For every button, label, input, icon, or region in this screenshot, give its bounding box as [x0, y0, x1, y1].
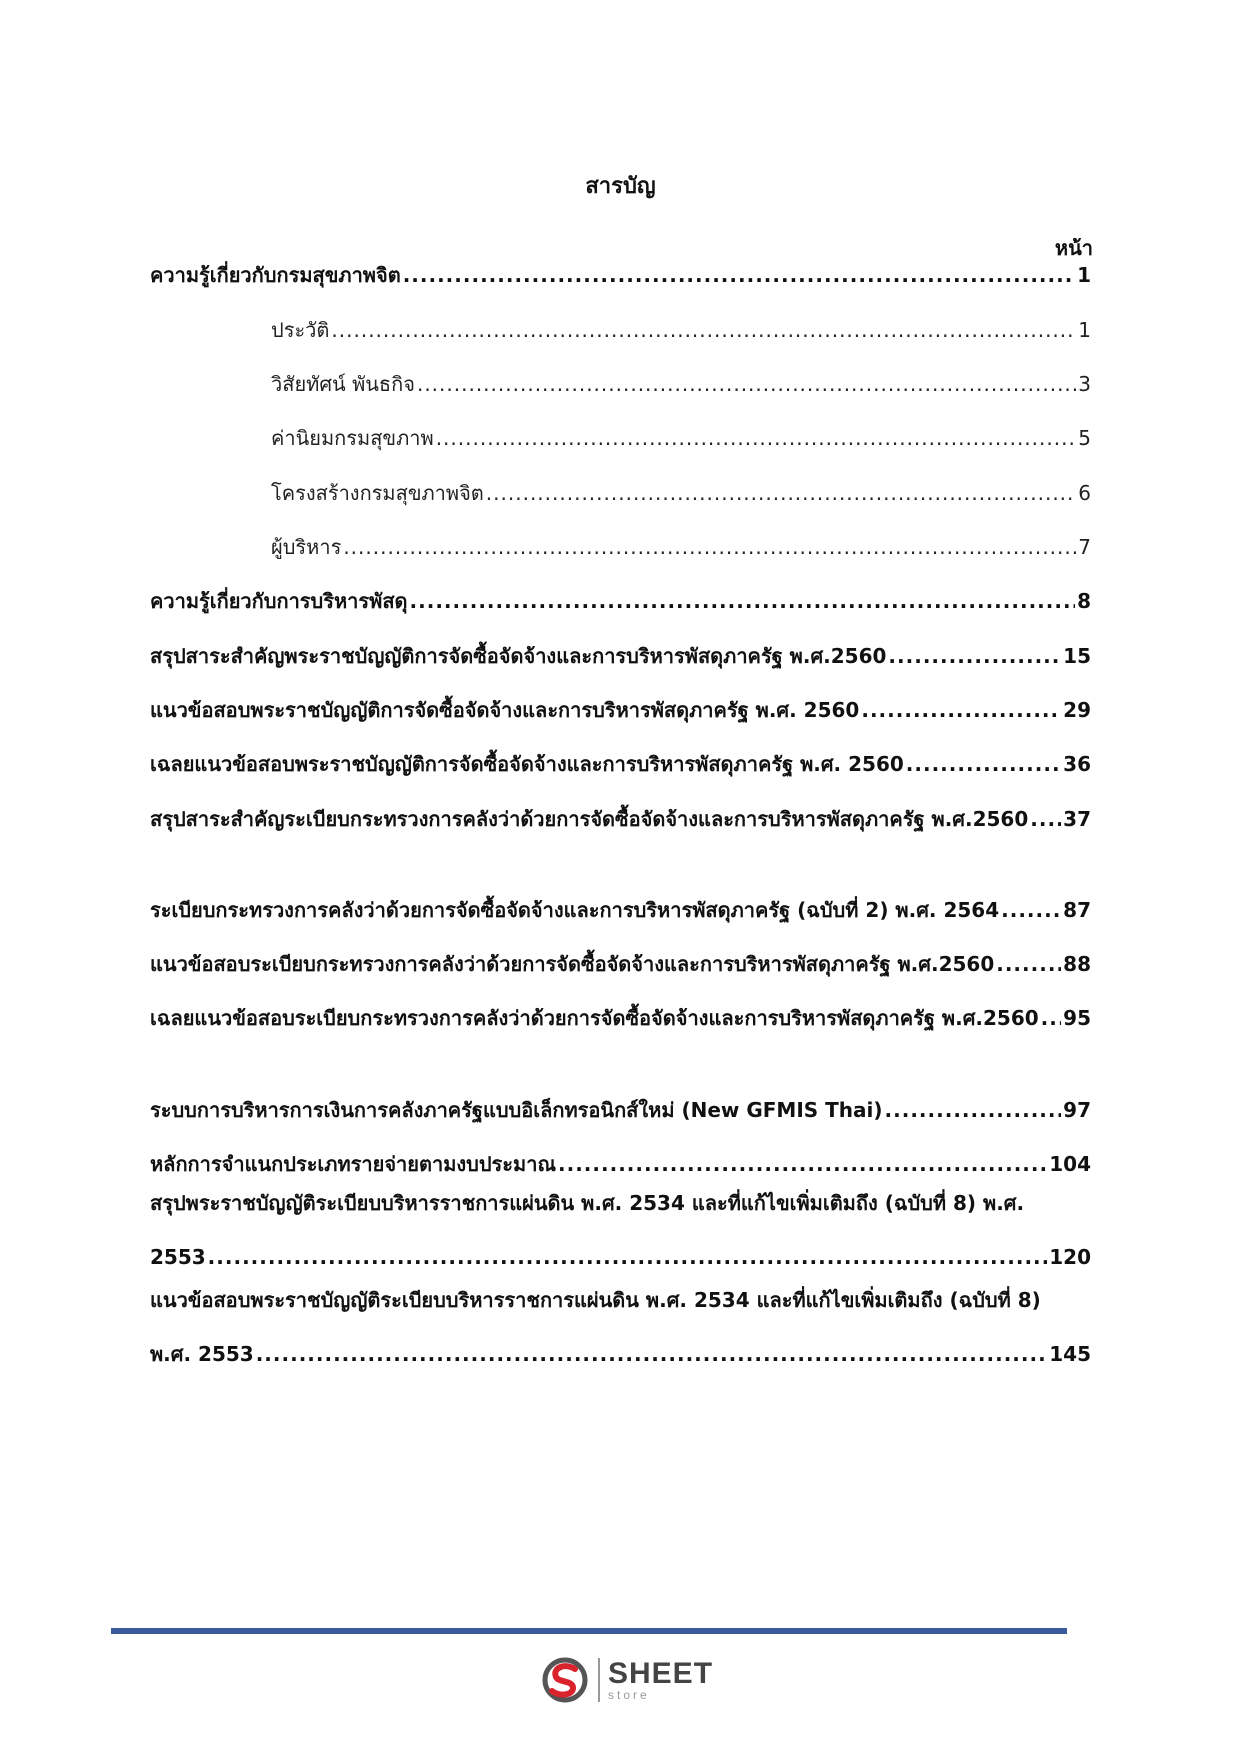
dot-leader [256, 1339, 1048, 1369]
toc-entry-title-line1: แนวข้อสอบพระราชบัญญัติระเบียบบริหารราชการแผ่นดิน พ.ศ. 2534 และที่แก้ไขเพิ่มเติมถึง (ฉบับที่ 8) [150, 1288, 1041, 1312]
toc-entry-title: ผู้บริหาร [271, 535, 342, 559]
sheet-store-logo [540, 1655, 713, 1705]
toc-entry-title: แนวข้อสอบพระราชบัญญัติการจัดซื้อจัดจ้างและการบริหารพัสดุภาครัฐ พ.ศ. 2560 [150, 698, 860, 722]
toc-entry-wrapped[interactable] [150, 1188, 1091, 1272]
logo-main-text: SHEET [608, 1657, 714, 1690]
toc-entry-title: เฉลยแนวข้อสอบพระราชบัญญัติการจัดซื้อจัดจ้างและการบริหารพัสดุภาครัฐ พ.ศ. 2560 [150, 752, 904, 776]
toc-entry-page: 8 [1077, 589, 1091, 613]
toc-entry-page: 145 [1049, 1342, 1091, 1366]
dot-leader [996, 949, 1061, 979]
toc-subentry[interactable] [150, 532, 1091, 562]
toc-entry-title: ระบบการบริหารการเงินการคลังภาครัฐแบบอิเล็กทรอนิกส์ใหม่ (New GFMIS Thai) [150, 1098, 883, 1122]
toc-entry-wrapped[interactable] [150, 1285, 1091, 1369]
toc-entry-title: เฉลยแนวข้อสอบระเบียบกระทรวงการคลังว่าด้วยการจัดซื้อจัดจ้างและการบริหารพัสดุภาครัฐ พ.ศ.2560 [150, 1006, 1039, 1030]
toc-entry-title: ระเบียบกระทรวงการคลังว่าด้วยการจัดซื้อจัดจ้างและการบริหารพัสดุภาครัฐ (ฉบับที่ 2) พ.ศ. 2564 [150, 898, 1000, 922]
dot-leader [1041, 1003, 1061, 1033]
toc-entry-title: พ.ศ. 2553 [150, 1342, 254, 1366]
toc-entry-title: 2553 [150, 1245, 206, 1269]
toc-entry-page: 3 [1078, 372, 1091, 396]
toc-entry-page: 1 [1078, 318, 1091, 342]
toc-entry[interactable] [150, 1095, 1091, 1125]
toc-entry[interactable] [150, 586, 1091, 616]
toc-entry-title: แนวข้อสอบระเบียบกระทรวงการคลังว่าด้วยการจัดซื้อจัดจ้างและการบริหารพัสดุภาครัฐ พ.ศ.2560 [150, 952, 995, 976]
page-title: สารบัญ [585, 174, 656, 199]
logo-sub-text: store [608, 1688, 650, 1702]
toc-subentry[interactable] [150, 423, 1091, 453]
dot-leader [436, 423, 1077, 453]
toc-entry-page: 15 [1063, 644, 1091, 668]
toc-entry-page: 87 [1063, 898, 1091, 922]
toc-entry-page: 97 [1063, 1098, 1091, 1122]
logo-wordmark [608, 1659, 713, 1701]
toc-subentry[interactable] [150, 369, 1091, 399]
toc-entry-title: สรุปสาระสำคัญพระราชบัญญัติการจัดซื้อจัดจ้างและการบริหารพัสดุภาครัฐ พ.ศ.2560 [150, 644, 887, 668]
toc-entry-page: 7 [1078, 535, 1091, 559]
toc-entry[interactable] [150, 895, 1091, 925]
toc-entry-page: 95 [1063, 1006, 1091, 1030]
dot-leader [558, 1149, 1047, 1179]
toc-entry[interactable] [150, 260, 1091, 290]
dot-leader [1030, 804, 1061, 834]
toc-subentry[interactable] [150, 315, 1091, 345]
toc-entry-title: ความรู้เกี่ยวกับการบริหารพัสดุ [150, 589, 408, 613]
toc-entry[interactable] [150, 1149, 1091, 1179]
dot-leader [403, 260, 1075, 290]
footer-rule [111, 1628, 1067, 1634]
dot-leader [343, 532, 1076, 562]
toc-entry-page: 29 [1063, 698, 1091, 722]
toc-entry[interactable] [150, 641, 1091, 671]
toc-entry-page: 36 [1063, 752, 1091, 776]
toc-entry-page: 37 [1063, 807, 1091, 831]
dot-leader [888, 641, 1061, 671]
dot-leader [885, 1095, 1062, 1125]
toc-entry-page: 5 [1078, 426, 1091, 450]
toc-entry-title: ค่านิยมกรมสุขภาพ [271, 426, 434, 450]
dot-leader [331, 315, 1076, 345]
dot-leader [1001, 895, 1061, 925]
toc-entry-title: ความรู้เกี่ยวกับกรมสุขภาพจิต [150, 263, 401, 287]
toc-entry-title: ประวัติ [271, 318, 330, 342]
dot-leader [861, 695, 1061, 725]
sheet-store-logo-icon [540, 1655, 590, 1705]
dot-leader [410, 586, 1076, 616]
toc-subentry[interactable] [150, 478, 1091, 508]
toc-entry-title: สรุปสาระสำคัญระเบียบกระทรวงการคลังว่าด้วยการจัดซื้อจัดจ้างและการบริหารพัสดุภาครัฐ พ.ศ.2560 [150, 807, 1029, 831]
toc-entry-page: 6 [1078, 481, 1091, 505]
toc-entry-page: 104 [1049, 1152, 1091, 1176]
toc-entry-page: 88 [1063, 952, 1091, 976]
toc-entry-title: วิสัยทัศน์ พันธกิจ [271, 372, 415, 396]
toc-entry-title: หลักการจำแนกประเภทรายจ่ายตามงบประมาณ [150, 1152, 557, 1176]
toc-entry[interactable] [150, 695, 1091, 725]
dot-leader [417, 369, 1076, 399]
toc-entry[interactable] [150, 1003, 1091, 1033]
page-column-header: หน้า [1054, 236, 1093, 260]
toc-entry-page: 1 [1077, 263, 1091, 287]
toc-entry[interactable] [150, 949, 1091, 979]
logo-divider [598, 1658, 600, 1702]
dot-leader [906, 749, 1061, 779]
toc-entry-title-line1: สรุปพระราชบัญญัติระเบียบบริหารราชการแผ่นดิน พ.ศ. 2534 และที่แก้ไขเพิ่มเติมถึง (ฉบับที่ 8) พ.ศ. [150, 1191, 1025, 1215]
toc-entry-title: โครงสร้างกรมสุขภาพจิต [271, 481, 484, 505]
toc-entry[interactable] [150, 804, 1091, 834]
dot-leader [208, 1242, 1048, 1272]
toc-entry-page: 120 [1049, 1245, 1091, 1269]
toc-entry[interactable] [150, 749, 1091, 779]
dot-leader [486, 478, 1076, 508]
